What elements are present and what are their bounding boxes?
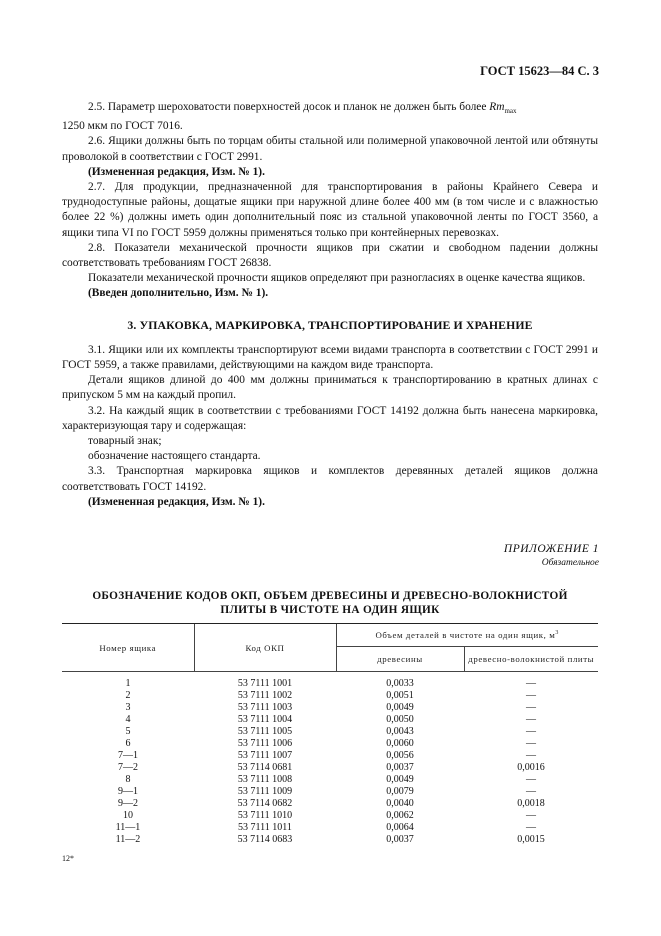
- paragraph-2-5: [62, 100, 598, 119]
- cell-wood: 0,0056: [386, 750, 414, 761]
- cell-wood: 0,0043: [386, 726, 414, 737]
- cell-fiber: 0,0015: [517, 834, 545, 845]
- paragraph-2-6: 2.6. Ящики должны быть по торцам обиты стальной или полимерной упаковочной лентой или обтянуты проволокой в соответствии с ГОСТ 2991.: [62, 135, 598, 163]
- cell-number: 9—1: [118, 786, 138, 797]
- table-row: [62, 834, 598, 846]
- body-text: [62, 100, 598, 510]
- cell-fiber: 0,0016: [517, 762, 545, 773]
- cell-wood: 0,0064: [386, 822, 414, 833]
- cell-wood: 0,0037: [386, 762, 414, 773]
- page-header: ГОСТ 15623—84 С. 3: [480, 64, 599, 78]
- cell-number: 11—2: [115, 834, 141, 845]
- table-row: [62, 810, 598, 822]
- table-row: [62, 690, 598, 702]
- table-row: [62, 672, 598, 691]
- cell-number: 8: [125, 774, 131, 785]
- amendment-note-2: (Введен дополнительно, Изм. № 1).: [88, 287, 269, 300]
- cell-number: 10: [123, 810, 133, 821]
- cell-number: 3: [125, 702, 131, 713]
- header-volume: [336, 624, 598, 647]
- cell-code: 53 7111 1002: [237, 690, 293, 701]
- table-row: [62, 774, 598, 786]
- list-item-trademark: товарный знак;: [88, 435, 162, 448]
- cell-wood: 0,0040: [386, 798, 414, 809]
- cell-wood: 0,0049: [386, 774, 414, 785]
- cell-number: 7—1: [118, 750, 138, 761]
- cell-code: 53 7114 0683: [237, 834, 293, 845]
- table-title: [62, 590, 598, 617]
- cell-wood: 0,0060: [386, 738, 414, 749]
- header-box-number: Номер ящика: [62, 624, 194, 672]
- amendment-note-3: (Измененная редакция, Изм. № 1).: [88, 495, 265, 508]
- appendix-label: [504, 543, 599, 568]
- cell-fiber: —: [526, 786, 536, 797]
- cell-number: 2: [125, 690, 131, 701]
- cell-number: 9—2: [118, 798, 138, 809]
- cell-code: 53 7111 1004: [237, 714, 293, 725]
- appendix-subtitle: Обязательное: [541, 558, 599, 568]
- table-row: [62, 762, 598, 774]
- cell-fiber: —: [526, 702, 536, 713]
- cell-fiber: —: [526, 690, 536, 701]
- cell-code: 53 7111 1011: [238, 822, 292, 833]
- cell-wood: 0,0049: [386, 702, 414, 713]
- rm-symbol: Rm: [489, 101, 505, 113]
- cell-number: 4: [125, 714, 131, 725]
- paragraph-2-8-b: Показатели механической прочности ящиков определяют при разногласиях в оценке качества ящиков.: [88, 272, 586, 285]
- table-row: [62, 798, 598, 810]
- cell-code: 53 7111 1005: [237, 726, 293, 737]
- table-title-line-1: ОБОЗНАЧЕНИЕ КОДОВ ОКП, ОБЪЕМ ДРЕВЕСИНЫ И ДРЕВЕСНО-ВОЛОКНИСТОЙ: [92, 590, 568, 602]
- cell-number: 11—1: [115, 822, 141, 833]
- cell-code: 53 7111 1009: [237, 786, 293, 797]
- cell-number: 7—2: [118, 762, 138, 773]
- table-row: [62, 738, 598, 750]
- table-row: [62, 786, 598, 798]
- rm-subscript: max: [504, 107, 517, 115]
- paragraph-2-5-cont: 1250 мкм по ГОСТ 7016.: [62, 120, 183, 133]
- header-fiberboard: древесно-волокнистой плиты: [464, 647, 598, 672]
- header-okp-code: Код ОКП: [194, 624, 336, 672]
- cell-code: 53 7114 0681: [237, 762, 293, 773]
- table-title-line-2: ПЛИТЫ В ЧИСТОТЕ НА ОДИН ЯЩИК: [220, 603, 440, 616]
- cell-number: 1: [125, 678, 131, 689]
- cell-code: 53 7111 1010: [237, 810, 293, 821]
- paragraph-3-1: 3.1. Ящики или их комплекты транспортируют всеми видами транспорта в соответствии с ГОСТ 2991 и ГОСТ 5959, а также правилами, действующими на каждом виде транспорта.: [62, 343, 598, 372]
- cell-fiber: —: [526, 822, 536, 833]
- cell-wood: 0,0079: [386, 786, 414, 797]
- paragraph-3-2: 3.2. На каждый ящик в соответствии с требованиями ГОСТ 14192 должна быть нанесена маркировка, характеризующая тару и содержащая:: [62, 404, 598, 432]
- paragraph-2-5-text: 2.5. Параметр шероховатости поверхностей досок и планок не должен быть более: [88, 101, 490, 113]
- table-row: [62, 714, 598, 726]
- cell-wood: 0,0051: [386, 690, 414, 701]
- cell-fiber: —: [526, 810, 536, 821]
- cell-code: 53 7111 1003: [237, 702, 293, 713]
- page-footer-mark: 12*: [62, 854, 74, 863]
- cell-wood: 0,0033: [386, 678, 414, 689]
- cell-fiber: —: [526, 726, 536, 737]
- table-row: [62, 726, 598, 738]
- cell-fiber: 0,0018: [517, 798, 545, 809]
- cell-code: 53 7111 1008: [237, 774, 293, 785]
- list-item-standard: обозначение настоящего стандарта.: [88, 450, 261, 463]
- cell-number: 5: [125, 726, 131, 737]
- cell-fiber: —: [526, 750, 536, 761]
- amendment-note-1: (Измененная редакция, Изм. № 1).: [88, 165, 265, 178]
- cell-number: 6: [125, 738, 131, 749]
- cell-fiber: —: [526, 774, 536, 785]
- header-wood: древесины: [336, 647, 464, 672]
- cell-fiber: —: [526, 738, 536, 749]
- cell-wood: 0,0050: [386, 714, 414, 725]
- okp-table: [62, 623, 598, 846]
- section-3-heading: 3. УПАКОВКА, МАРКИРОВКА, ТРАНСПОРТИРОВАНИЕ И ХРАНЕНИЕ: [127, 317, 533, 332]
- cell-fiber: —: [526, 678, 536, 689]
- table-row: [62, 702, 598, 714]
- cell-code: 53 7111 1007: [237, 750, 293, 761]
- cell-code: 53 7111 1006: [237, 738, 293, 749]
- table-row: [62, 750, 598, 762]
- paragraph-3-3: 3.3. Транспортная маркировка ящиков и комплектов деревянных деталей ящиков должна соответствовать ГОСТ 14192.: [62, 465, 598, 493]
- table-row: [62, 822, 598, 834]
- cell-wood: 0,0062: [386, 810, 414, 821]
- header-volume-sup: 3: [555, 630, 559, 637]
- header-volume-text: Объем деталей в чистоте на один ящик, м: [375, 630, 556, 640]
- appendix-title: ПРИЛОЖЕНИЕ 1: [503, 543, 599, 555]
- paragraph-2-8: 2.8. Показатели механической прочности ящиков при сжатии и свободном падении должны соответствовать требованиям ГОСТ 26838.: [62, 241, 598, 270]
- cell-fiber: —: [526, 714, 536, 725]
- cell-code: 53 7114 0682: [237, 798, 293, 809]
- cell-code: 53 7111 1001: [237, 678, 293, 689]
- cell-wood: 0,0037: [386, 834, 414, 845]
- paragraph-3-1-b: Детали ящиков длиной до 400 мм должны приниматься к транспортированию в кратных длинах с припуском 5 мм на каждый пропил.: [62, 374, 598, 402]
- paragraph-2-7: 2.7. Для продукции, предназначенной для транспортирования в районы Крайнего Севера и труднодоступные районы, дощатые ящики при наружной длине более 400 мм (в том числе и с влажностью более 22 %) должны иметь один дополнительный пояс из стальной упаковочной ленты по ГОСТ 3560, а ящики типа VI по ГОСТ 5959 должны применяться только при контейнерных перевозках.: [62, 181, 598, 239]
